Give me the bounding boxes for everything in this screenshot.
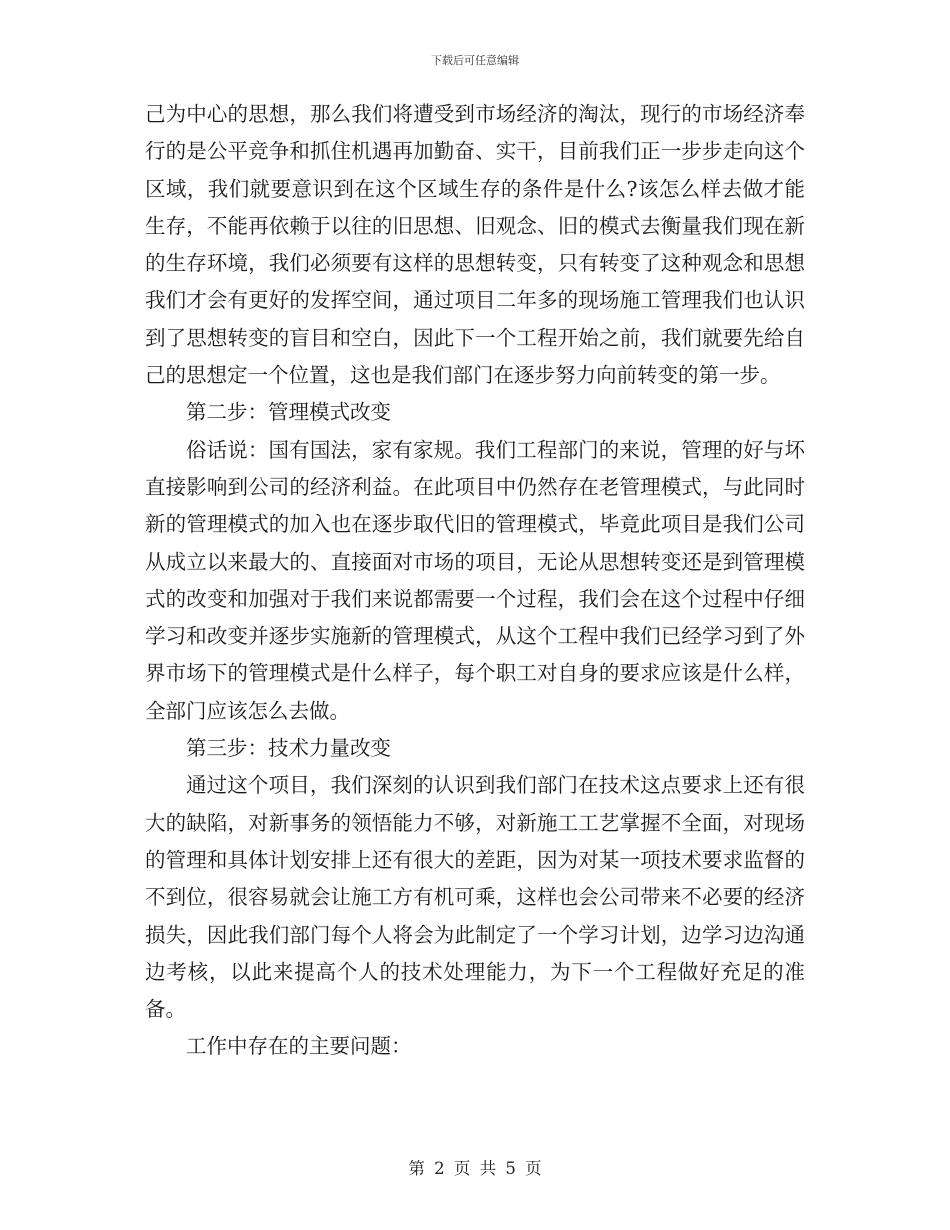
- page-header: 下载后可任意编辑: [431, 54, 519, 67]
- document-body: [145, 96, 805, 1066]
- paragraph-management: 俗话说：国有国法，家有家规。我们工程部门的来说，管理的好与坏直接影响到公司的经济利益。在此项目中仍然存在老管理模式，与此同时新的管理模式的加入也在逐步取代旧的管理模式，毕竟此项目是我们公司从成立以来最大的、直接面对市场的项目，无论从思想转变还是到管理模式的改变和加强对于我们来说都需要一个过程，我们会在这个过程中仔细学习和改变并逐步实施新的管理模式，从这个工程中我们已经学习到了外界市场下的管理模式是什么样子，每个职工对自身的要求应该是什么样，全部门应该怎么去做。: [145, 437, 805, 723]
- paragraph-technology: 通过这个项目，我们深刻的认识到我们部门在技术这点要求上还有很大的缺陷，对新事务的领悟能力不够，对新施工工艺掌握不全面，对现场的管理和具体计划安排上还有很大的差距，因为对某一项技术要求监督的不到位，很容易就会让施工方有机可乘，这样也会公司带来不必要的经济损失，因此我们部门每个人将会为此制定了一个学习计划，边学习边沟通边考核，以此来提高个人的技术处理能力，为下一个工程做好充足的准备。: [145, 773, 805, 1022]
- section-heading-step-two: 第二步：管理模式改变: [186, 400, 391, 425]
- section-heading-step-three: 第三步：技术力量改变: [186, 736, 391, 761]
- section-heading-problems: 工作中存在的主要问题：: [186, 1034, 412, 1059]
- paragraph-continuation: 己为中心的思想，那么我们将遭受到市场经济的淘汰，现行的市场经济奉行的是公平竞争和抓住机遇再加勤奋、实干，目前我们正一步步走向这个区域，我们就要意识到在这个区域生存的条件是什么?该怎么样去做才能生存，不能再依赖于以往的旧思想、旧观念、旧的模式去衡量我们现在新的生存环境，我们必须要有这样的思想转变，只有转变了这种观念和思想我们才会有更好的发挥空间，通过项目二年多的现场施工管理我们也认识到了思想转变的盲目和空白，因此下一个工程开始之前，我们就要先给自己的思想定一个位置，这也是我们部门在逐步努力向前转变的第一步。: [145, 102, 805, 388]
- page-footer: 第 2 页 共 5 页: [408, 1159, 542, 1178]
